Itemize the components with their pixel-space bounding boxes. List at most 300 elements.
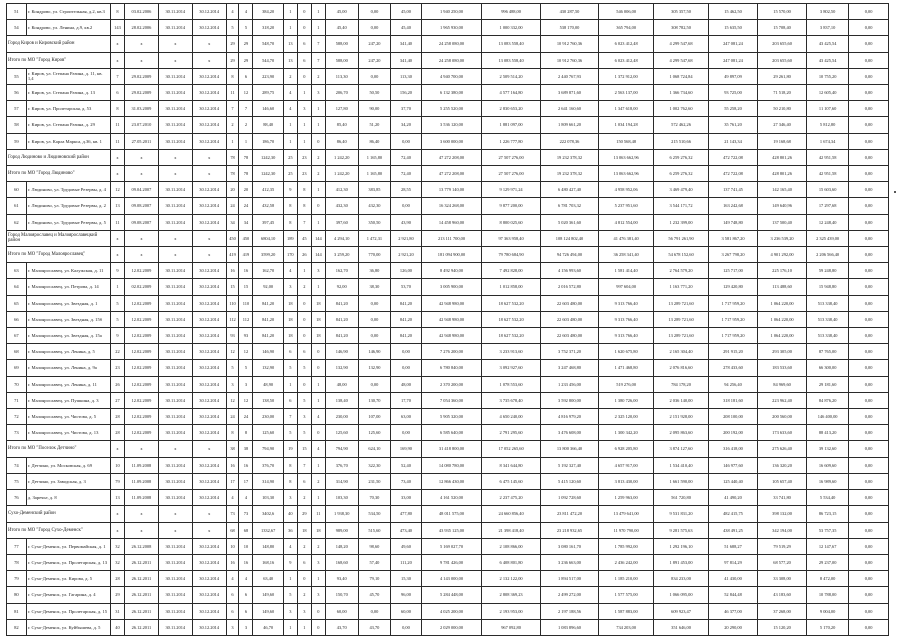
table-row [7, 360, 889, 376]
data-cell: 28,55 [391, 182, 421, 198]
data-cell: 86 723,15 [807, 506, 849, 522]
data-cell: 0,00 [849, 538, 889, 554]
data-cell: 125,60 [358, 425, 391, 441]
data-cell: 0 [311, 360, 325, 376]
data-cell: 13 [110, 198, 124, 214]
data-cell: 1 [297, 117, 311, 133]
data-cell: 5 [297, 360, 311, 376]
data-cell: 4 958 952,06 [599, 182, 654, 198]
data-cell: 73,40 [391, 473, 421, 489]
data-cell: 4 299 547,68 [654, 52, 709, 68]
data-cell: 21 143,34 [708, 133, 757, 149]
data-cell: 36 [283, 522, 297, 538]
data-cell: 13 779 140,00 [421, 182, 482, 198]
data-cell: 12.02.2009 [124, 376, 158, 392]
data-cell: 31 [110, 603, 124, 619]
data-cell: 29 261,80 [758, 68, 807, 84]
data-cell: 572 462,26 [654, 117, 709, 133]
data-cell: 4 [239, 4, 253, 20]
data-cell: x [192, 166, 226, 182]
data-cell: 22 603 480,00 [540, 311, 598, 327]
data-cell: 841,20 [391, 311, 421, 327]
data-cell: 2 [311, 149, 325, 165]
data-cell: 30.12.2014 [192, 344, 226, 360]
data-cell: 136 320,20 [758, 457, 807, 473]
data-cell: 4 025 200,00 [421, 603, 482, 619]
data-cell: 3 813 430,00 [599, 473, 654, 489]
data-cell: 24 258 080,00 [421, 52, 482, 68]
data-cell: 546 006,00 [599, 4, 654, 20]
address-cell: г. Малоярославец, ул. Петрова, д. 14 [26, 279, 110, 295]
data-cell: 108 124 802,40 [540, 230, 598, 246]
row-number: 59 [7, 133, 27, 149]
data-cell: 30.12.2014 [192, 457, 226, 473]
row-number: 57 [7, 101, 27, 117]
data-cell: 60,00 [391, 603, 421, 619]
total-row [7, 441, 889, 457]
data-cell: 13 [283, 36, 297, 52]
data-cell: 305 357,50 [654, 4, 709, 20]
data-cell: 4 143 000,00 [421, 571, 482, 587]
data-cell: 10 [226, 538, 239, 554]
data-cell: 30.12.2014 [192, 360, 226, 376]
data-cell: 6 [110, 85, 124, 101]
data-cell: x [158, 52, 192, 68]
data-cell: 02.02.2009 [124, 279, 158, 295]
data-cell: 10 788,00 [807, 587, 849, 603]
data-cell: 17 [226, 473, 239, 489]
data-cell: 63,00 [391, 409, 421, 425]
data-cell: 0,00 [849, 311, 889, 327]
data-cell: 7 [297, 457, 311, 473]
data-cell: 3 236 663,00 [540, 554, 598, 570]
data-cell: 112 [239, 311, 253, 327]
data-cell: 7 [239, 101, 253, 117]
data-cell: 45 [297, 230, 311, 246]
data-cell: 341,40 [391, 36, 421, 52]
data-cell: 132,90 [358, 360, 391, 376]
address-cell: г. Малоярославец, ул. Звездная, д. 15б [26, 311, 110, 327]
data-cell: 0,00 [849, 295, 889, 311]
row-number: 58 [7, 117, 27, 133]
data-cell: 9 313 766,40 [599, 328, 654, 344]
data-cell: 30.11.2014 [158, 360, 192, 376]
data-cell: 15 [239, 279, 253, 295]
data-cell: 3 233 913,60 [482, 344, 540, 360]
data-cell: 215 510,66 [654, 133, 709, 149]
data-cell: 318,20 [253, 20, 283, 36]
data-cell: 13 [110, 490, 124, 506]
data-cell: 0 [311, 425, 325, 441]
data-cell: 72,40 [391, 149, 421, 165]
data-cell: 146,90 [325, 344, 358, 360]
data-cell: 93 [239, 328, 253, 344]
data-cell: 3 592 800,00 [540, 392, 598, 408]
address-cell: г. Киров, ул. Карла Маркса, д.36, кв. 1 [26, 133, 110, 149]
data-cell: 93 725,00 [708, 85, 757, 101]
data-cell: 2 791 295,60 [482, 425, 540, 441]
data-cell: 6 928 205,80 [599, 441, 654, 457]
data-cell: 2 509 514,20 [482, 68, 540, 84]
data-cell: 841,20 [391, 328, 421, 344]
data-cell: 9 313 766,40 [599, 295, 654, 311]
data-cell: 09.04.2007 [124, 182, 158, 198]
data-cell: 3 837,10 [807, 20, 849, 36]
data-cell: 30.12.2014 [192, 376, 226, 392]
data-cell: 43,70 [358, 619, 391, 635]
data-cell: 18 [297, 522, 311, 538]
data-cell: 6 023 412,48 [599, 52, 654, 68]
data-cell: 25 [283, 166, 297, 182]
data-cell: 14 080 780,00 [421, 457, 482, 473]
data-cell: 0,00 [849, 328, 889, 344]
data-cell: 0 [297, 328, 311, 344]
data-cell: 538 170,00 [540, 20, 598, 36]
row-number: 71 [7, 392, 27, 408]
data-cell: 3 247 468,80 [540, 360, 598, 376]
row-number: 69 [7, 360, 27, 376]
data-cell: 2 [297, 587, 311, 603]
data-cell: 18 627 532,20 [482, 328, 540, 344]
data-cell: x [124, 247, 158, 263]
address-cell: г. Киров, ул. Пролетарская, д. 53 [26, 101, 110, 117]
address-cell: г. Людиново, ул. Трудовые Резервы, д. 2 [26, 198, 110, 214]
address-cell: г. Малоярославец, ул. Ленина, д. 5 [26, 344, 110, 360]
data-cell: 110 [226, 295, 239, 311]
address-cell: д. Заречье, д. 8 [26, 490, 110, 506]
data-cell: 1 [311, 376, 325, 392]
data-cell: 24 258 080,00 [421, 36, 482, 52]
data-cell: 78 [226, 149, 239, 165]
data-cell: 200 560,00 [758, 409, 807, 425]
data-cell: 37 268,00 [758, 603, 807, 619]
data-cell: 11 [110, 214, 124, 230]
data-cell: 2 [311, 166, 325, 182]
group-label: Город Людиново и Людиновский район [7, 149, 111, 165]
data-cell: 30.12.2014 [192, 490, 226, 506]
data-cell: 2 036 140,00 [654, 392, 709, 408]
data-cell: 1 [283, 619, 297, 635]
row-number: 80 [7, 587, 27, 603]
data-cell: 412,30 [325, 182, 358, 198]
data-cell: 473,40 [391, 522, 421, 538]
data-cell: 52,40 [391, 457, 421, 473]
data-cell: 30.11.2014 [158, 457, 192, 473]
address-cell: г. Малоярославец, ул. Калужская, д. 11 [26, 263, 110, 279]
data-cell: 150,70 [325, 587, 358, 603]
data-cell: 318 181,60 [708, 392, 757, 408]
data-cell: 1 064 220,00 [758, 328, 807, 344]
data-cell: 0,00 [391, 198, 421, 214]
data-cell: 4 [239, 490, 253, 506]
data-cell: 1 000 332,00 [482, 20, 540, 36]
data-cell: 2 016 572,80 [540, 279, 598, 295]
table-row [7, 279, 889, 295]
data-cell: 3 [311, 263, 325, 279]
data-cell: 230,00 [253, 409, 283, 425]
data-cell: 78 [239, 149, 253, 165]
data-cell: 0,00 [358, 20, 391, 36]
data-cell: 130,70 [358, 392, 391, 408]
data-cell: 6 780 840,00 [421, 360, 482, 376]
row-number: 66 [7, 311, 27, 327]
data-cell: 4 299 547,68 [654, 36, 709, 52]
data-cell: x [110, 166, 124, 182]
total-label: Итого по МО "Город Малоярославец" [7, 247, 111, 263]
data-cell: 50 210,80 [758, 101, 807, 117]
row-number: 63 [7, 263, 27, 279]
data-cell: 0 [311, 133, 325, 149]
data-cell: 70,30 [358, 490, 391, 506]
data-cell: 53 757,35 [807, 522, 849, 538]
data-cell: 87 765,00 [807, 344, 849, 360]
data-cell: 30.12.2014 [192, 603, 226, 619]
data-cell: 0,00 [849, 619, 889, 635]
data-cell: 1 577 575,00 [599, 587, 654, 603]
data-cell: 97 814,29 [708, 554, 757, 570]
data-cell: 41 476 381,40 [599, 230, 654, 246]
data-cell: 73 [239, 506, 253, 522]
data-cell: 3599,20 [253, 247, 283, 263]
data-cell: 3 [239, 619, 253, 635]
data-cell: 42 951,58 [807, 166, 849, 182]
data-cell: 183 533,60 [758, 360, 807, 376]
data-cell: 30.12.2014 [192, 554, 226, 570]
data-cell: 6 132 380,00 [421, 85, 482, 101]
data-cell: x [110, 230, 124, 246]
data-cell: 8 472,00 [807, 571, 849, 587]
data-cell: 12 605,40 [807, 85, 849, 101]
data-cell: 2 [311, 538, 325, 554]
row-number: 74 [7, 457, 27, 473]
table-row [7, 457, 889, 473]
data-cell: 93 [226, 328, 239, 344]
data-cell: 1 581 414,40 [599, 263, 654, 279]
data-cell: 137 500,40 [758, 214, 807, 230]
data-cell: 1 [283, 133, 297, 149]
data-cell: 12.02.2009 [124, 392, 158, 408]
data-cell: 34,20 [391, 117, 421, 133]
data-cell: 222 078,36 [540, 133, 598, 149]
data-cell: 2 237 475,20 [482, 490, 540, 506]
data-cell: 203 655,60 [758, 52, 807, 68]
address-cell: г. Малоярославец, ул. Чистова, д. 5 [26, 409, 110, 425]
data-cell: 10 912 760,36 [540, 52, 598, 68]
data-cell: 6 480 427,40 [540, 182, 598, 198]
data-cell: 73 [226, 506, 239, 522]
data-cell: 0,00 [849, 20, 889, 36]
data-cell: 149 640,96 [758, 198, 807, 214]
data-cell: 12 [239, 344, 253, 360]
address-cell: г. Кондрово, ул. Ленина, д.9, кв.2 [26, 20, 110, 36]
data-cell: 1 165,80 [358, 166, 391, 182]
data-cell: 51 688,27 [708, 538, 757, 554]
data-cell: 5 192 327,40 [540, 457, 598, 473]
data-cell: 16 989,60 [807, 473, 849, 489]
data-cell: 13 800 366,40 [540, 441, 598, 457]
data-cell: 6 [239, 68, 253, 84]
data-cell: 30.11.2014 [158, 214, 192, 230]
data-cell: 173 633,60 [758, 425, 807, 441]
total-row [7, 166, 889, 182]
data-cell: 3 752 371,20 [540, 344, 598, 360]
data-cell: 45,00 [325, 4, 358, 20]
data-cell: 477,80 [391, 506, 421, 522]
address-cell: г. Киров, ул. Степана Разина, д. 13 [26, 85, 110, 101]
data-cell: 29 [226, 52, 239, 68]
data-cell: 18 [283, 311, 297, 327]
data-cell: 54 678 152,60 [654, 247, 709, 263]
data-cell: 49 897,09 [708, 68, 757, 84]
table-row [7, 328, 889, 344]
data-cell: 0,00 [849, 409, 889, 425]
data-cell: 1 [311, 117, 325, 133]
data-cell: 1 809 661,20 [540, 117, 598, 133]
data-cell: 46 377,00 [708, 603, 757, 619]
data-cell: 30.11.2014 [158, 117, 192, 133]
data-cell: 11.09.2008 [124, 473, 158, 489]
data-cell: 125 440,40 [708, 473, 757, 489]
data-cell: 1332,67 [253, 522, 283, 538]
data-cell: 11 [311, 506, 325, 522]
data-cell: 6 408 801,80 [482, 554, 540, 570]
data-cell: 26.12.2011 [124, 603, 158, 619]
data-cell: 841,20 [253, 311, 283, 327]
data-cell: 0,00 [849, 68, 889, 84]
data-cell: 9 004,00 [807, 603, 849, 619]
data-cell: 275 626,40 [758, 441, 807, 457]
data-cell: 30.11.2014 [158, 133, 192, 149]
data-cell: 30.11.2014 [158, 619, 192, 635]
data-cell: 841,20 [325, 311, 358, 327]
data-cell: 1 [311, 182, 325, 198]
data-cell: 8 800 025,60 [482, 214, 540, 230]
data-cell: 3 [226, 619, 239, 635]
data-cell: 841,20 [391, 295, 421, 311]
data-cell: x [158, 230, 192, 246]
data-cell: 30.12.2014 [192, 198, 226, 214]
data-cell: 144 [311, 247, 325, 263]
data-cell: 6 259 276,32 [654, 149, 709, 165]
data-cell: 24 [226, 409, 239, 425]
data-cell: 7 054 360,00 [421, 392, 482, 408]
row-number: 56 [7, 85, 27, 101]
data-cell: x [124, 36, 158, 52]
data-cell: 12 [226, 392, 239, 408]
data-cell: 3 469 479,40 [654, 182, 709, 198]
data-cell: 125,60 [253, 425, 283, 441]
data-cell: 351 646,00 [654, 619, 709, 635]
data-cell: 4 901 292,00 [758, 247, 807, 263]
data-cell: 4 812 554,00 [599, 214, 654, 230]
data-cell: 5 170,20 [807, 619, 849, 635]
table-row [7, 587, 889, 603]
data-cell: 45,70 [358, 587, 391, 603]
data-cell: 1 891 453,00 [654, 554, 709, 570]
data-cell: 9 313 766,40 [599, 311, 654, 327]
data-cell: 4 [226, 490, 239, 506]
data-cell: 78 [239, 166, 253, 182]
data-cell: 996 488,00 [482, 4, 540, 20]
data-cell: 13 083 558,40 [482, 52, 540, 68]
data-cell: 1 [311, 4, 325, 20]
data-cell: 16 [239, 457, 253, 473]
data-cell: 3 080 161,70 [540, 538, 598, 554]
data-cell: 20 [226, 182, 239, 198]
data-cell: 162,70 [325, 263, 358, 279]
data-cell: 11 [226, 85, 239, 101]
data-cell: 1 940 250,00 [421, 4, 482, 20]
data-cell: 1 185 210,00 [599, 571, 654, 587]
data-cell: 98,60 [358, 538, 391, 554]
data-cell: 8 [297, 182, 311, 198]
data-cell: x [124, 230, 158, 246]
group-row [7, 506, 889, 522]
row-number: 82 [7, 619, 27, 635]
data-cell: 30.11.2014 [158, 20, 192, 36]
data-cell: 30.12.2014 [192, 425, 226, 441]
data-cell: 30.12.2014 [192, 182, 226, 198]
data-cell: 30.12.2014 [192, 279, 226, 295]
data-cell: 10 [110, 457, 124, 473]
data-cell: 624,10 [358, 441, 391, 457]
data-cell: 0,00 [849, 376, 889, 392]
data-cell: 1 [283, 376, 297, 392]
data-cell: x [158, 247, 192, 263]
data-cell: 0,00 [358, 328, 391, 344]
data-cell: 1 [283, 20, 297, 36]
data-cell: 1 092 728,60 [540, 490, 598, 506]
data-cell: 4 [283, 85, 297, 101]
data-cell: 51,20 [358, 117, 391, 133]
data-cell: 0,00 [849, 117, 889, 133]
data-cell: 4 [311, 409, 325, 425]
data-cell: 12.02.2009 [124, 311, 158, 327]
data-cell: 92,00 [325, 279, 358, 295]
data-cell: 0,00 [849, 490, 889, 506]
data-cell: 09.08.2007 [124, 198, 158, 214]
data-cell: 30.12.2014 [192, 392, 226, 408]
data-cell: 2 370 200,00 [421, 376, 482, 392]
data-cell: 03.02.2006 [124, 4, 158, 20]
data-cell: 314,90 [325, 473, 358, 489]
table-row [7, 263, 889, 279]
data-cell: 513 338,40 [807, 311, 849, 327]
data-cell: 30.11.2014 [158, 571, 192, 587]
data-cell: 322,30 [358, 457, 391, 473]
row-number: 60 [7, 182, 27, 198]
data-cell: 5 [226, 20, 239, 36]
data-cell: 17 052 265,60 [482, 441, 540, 457]
data-cell: 23 [110, 360, 124, 376]
data-cell: 2 095 863,60 [654, 425, 709, 441]
data-cell: 5 [297, 392, 311, 408]
data-cell: 8 [226, 425, 239, 441]
data-cell: 4 657 917,00 [599, 457, 654, 473]
data-cell: 43,70 [325, 619, 358, 635]
data-cell: 149 748,80 [708, 214, 757, 230]
data-cell: 19 168,68 [758, 133, 807, 149]
address-cell: г. Сухо-Деменск, ул. Куйбышева, д. 5 [26, 619, 110, 635]
data-cell: 12 [226, 344, 239, 360]
data-cell: 146,90 [253, 344, 283, 360]
data-cell: x [124, 52, 158, 68]
data-cell: 0,00 [391, 344, 421, 360]
data-cell: 2 436 242,00 [599, 554, 654, 570]
data-cell: 0,00 [358, 376, 391, 392]
data-cell: 97 363 958,40 [482, 230, 540, 246]
data-cell: 5 [283, 425, 297, 441]
